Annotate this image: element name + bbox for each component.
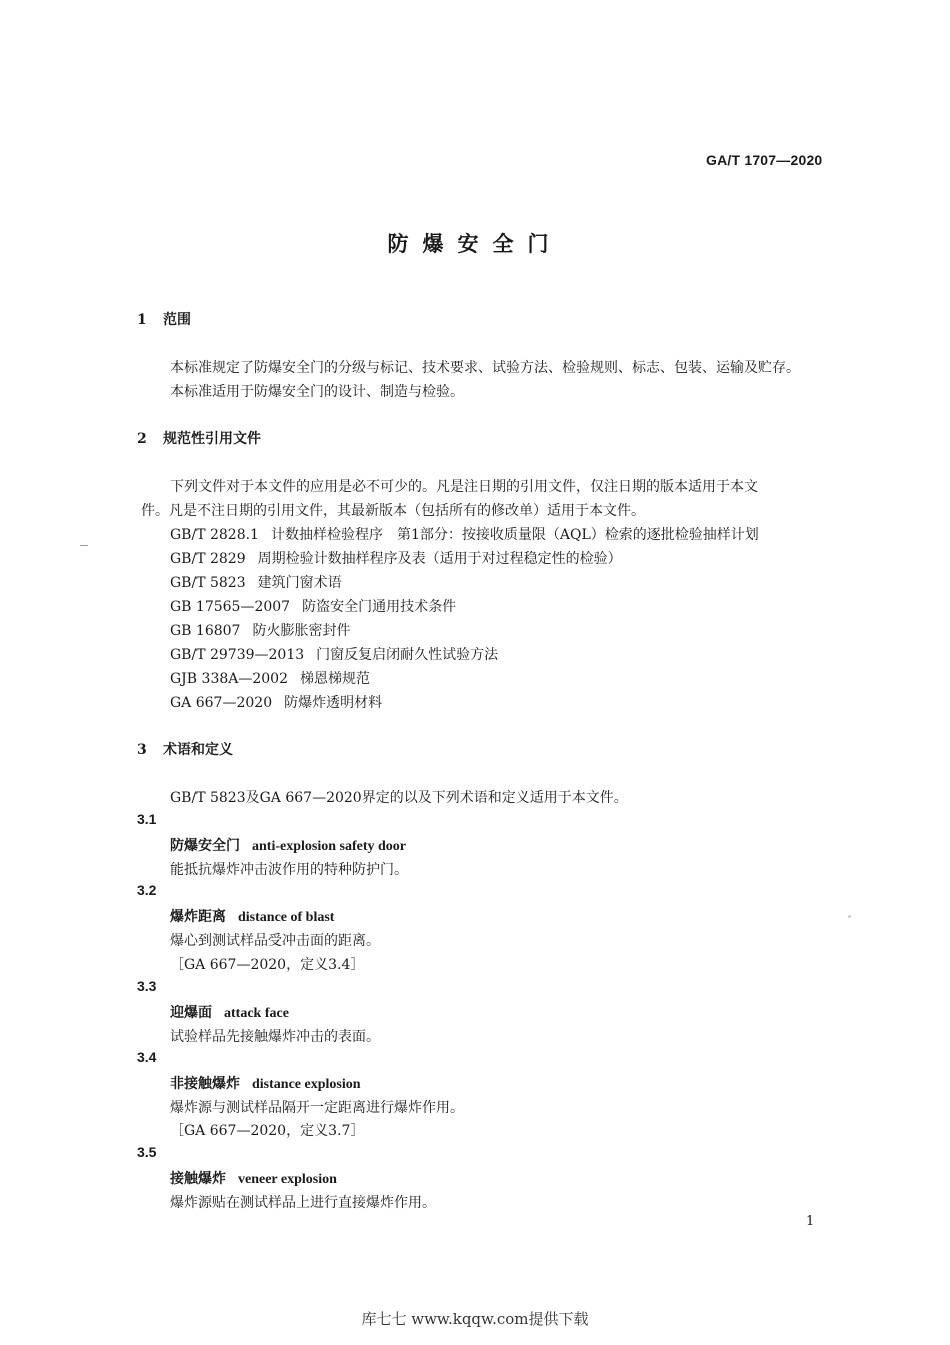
reference-code: GB/T 2829	[170, 551, 246, 567]
section-number: 2	[137, 431, 147, 447]
section-number: 3	[137, 742, 147, 758]
reference-item	[170, 620, 350, 640]
term-english: anti-explosion safety door	[252, 839, 406, 854]
term-definition: 爆炸源与测试样品隔开一定距离进行爆炸作用。	[170, 1100, 464, 1116]
clause-number: 3.5	[137, 1144, 157, 1160]
clause-number: 3.1	[137, 811, 157, 827]
paragraph: 件。凡是不注日期的引用文件，其最新版本（包括所有的修改单）适用于本文件。	[141, 503, 645, 519]
term-chinese: 非接触爆炸	[170, 1076, 240, 1092]
reference-name: 防爆炸透明材料	[284, 695, 383, 711]
page-number: 1	[806, 1214, 815, 1229]
reference-item	[170, 644, 498, 664]
section-2-heading	[137, 428, 261, 448]
reference-item	[170, 692, 382, 712]
paragraph: 下列文件对于本文件的应用是必不可少的。凡是注日期的引用文件，仅注日期的版本适用于本文	[170, 479, 758, 495]
term-definition: 能抵抗爆炸冲击波作用的特种防护门。	[170, 862, 408, 878]
standard-code: GA/T 1707—2020	[706, 152, 823, 168]
document-title: 防爆安全门	[387, 231, 563, 256]
reference-name: 门窗反复启闭耐久性试验方法	[316, 647, 499, 663]
reference-item	[170, 524, 759, 544]
paragraph: 本标准适用于防爆安全门的设计、制造与检验。	[170, 384, 464, 400]
reference-item	[170, 668, 370, 688]
paragraph: GB/T 5823及GA 667—2020界定的以及下列术语和定义适用于本文件。	[170, 790, 628, 806]
section-number: 1	[137, 312, 147, 328]
reference-name: 防盗安全门通用技术条件	[302, 599, 457, 615]
term-source: ［GA 667—2020，定义3.4］	[170, 957, 365, 973]
clause-number: 3.3	[137, 978, 157, 994]
section-title: 规范性引用文件	[163, 431, 261, 447]
reference-code: GB/T 5823	[170, 575, 246, 591]
term-english: distance explosion	[252, 1077, 361, 1092]
reference-code: GB 16807	[170, 623, 241, 639]
reference-code: GB/T 29739—2013	[170, 647, 305, 663]
section-title: 范围	[163, 312, 191, 328]
term-chinese: 接触爆炸	[170, 1171, 226, 1187]
reference-name: 周期检验计数抽样程序及表（适用于对过程稳定性的检验）	[257, 551, 622, 567]
reference-name: 梯恩梯规范	[300, 671, 370, 687]
term-chinese: 迎爆面	[170, 1005, 212, 1021]
term-source: ［GA 667—2020，定义3.7］	[170, 1123, 365, 1139]
clause-number: 3.4	[137, 1049, 157, 1065]
term-definition: 爆心到测试样品受冲击面的距离。	[170, 933, 380, 949]
reference-code: GA 667—2020	[170, 695, 273, 711]
term-english: distance of blast	[238, 910, 335, 925]
term-chinese: 防爆安全门	[170, 838, 240, 854]
reference-code: GB 17565—2007	[170, 599, 291, 615]
reference-item	[170, 548, 622, 568]
reference-item	[170, 596, 456, 616]
section-3-heading	[137, 739, 233, 759]
clause-number: 3.2	[137, 882, 157, 898]
reference-code: GB/T 2828.1	[170, 527, 259, 543]
term-entry	[170, 1073, 361, 1093]
scan-speck	[848, 915, 851, 918]
reference-name: 建筑门窗术语	[257, 575, 342, 591]
paragraph: 本标准规定了防爆安全门的分级与标记、技术要求、试验方法、检验规则、标志、包装、运输及贮存。	[170, 360, 800, 376]
term-chinese: 爆炸距离	[170, 909, 226, 925]
term-definition: 爆炸源贴在测试样品上进行直接爆炸作用。	[170, 1195, 436, 1211]
term-entry	[170, 906, 334, 926]
term-definition: 试验样品先接触爆炸冲击的表面。	[170, 1029, 380, 1045]
term-entry	[170, 1002, 289, 1022]
reference-name: 计数抽样检验程序 第1部分：按接收质量限（AQL）检索的逐批检验抽样计划	[270, 527, 759, 543]
section-1-heading	[137, 309, 191, 329]
term-english: attack face	[224, 1006, 289, 1021]
reference-name: 防火膨胀密封件	[252, 623, 351, 639]
scan-mark	[80, 545, 88, 546]
download-footer: 库七七 www.kqqw.com提供下载	[361, 1310, 589, 1328]
section-title: 术语和定义	[163, 742, 233, 758]
reference-item	[170, 572, 342, 592]
term-english: veneer explosion	[238, 1172, 337, 1187]
term-entry	[170, 1168, 337, 1188]
term-entry	[170, 835, 406, 855]
reference-code: GJB 338A—2002	[170, 671, 288, 687]
